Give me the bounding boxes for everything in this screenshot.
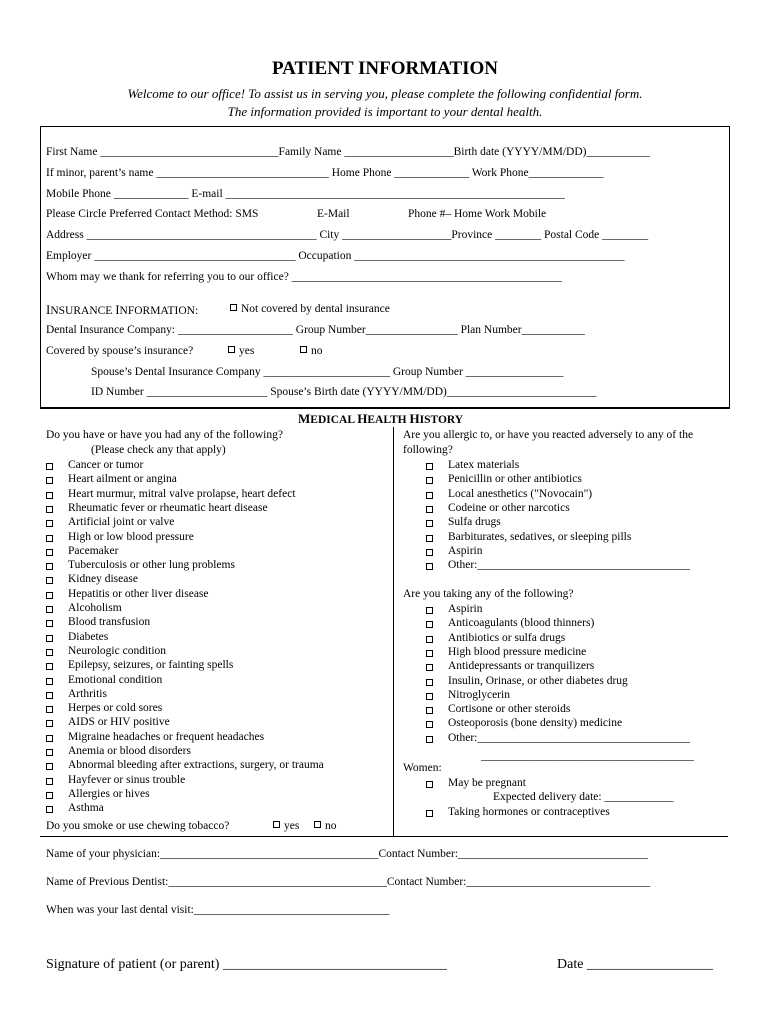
checkbox-icon[interactable] <box>46 706 53 713</box>
condition-label: AIDS or HIV positive <box>68 716 170 729</box>
mobile-email-line[interactable]: Mobile Phone _____________ E-mail ___________________________________________________________ <box>46 188 565 200</box>
column-divider <box>393 427 394 836</box>
condition-label: High or low blood pressure <box>68 530 194 543</box>
checkbox-icon[interactable] <box>46 577 53 584</box>
previous-dentist-line[interactable]: Name of Previous Dentist:______________________________________Contact Number:________________________________ <box>46 876 651 888</box>
checkbox-icon[interactable] <box>426 549 433 556</box>
smoke-no-option[interactable]: no <box>314 820 337 832</box>
medication-label: Antibiotics or sulfa drugs <box>448 631 566 644</box>
patient-name-line[interactable]: First Name _______________________________Family Name ___________________Birth date (YYYY/MM/DD)___________ <box>46 146 650 158</box>
checkbox-icon[interactable] <box>426 563 433 570</box>
checkbox-icon[interactable] <box>46 492 53 499</box>
checkbox-icon[interactable] <box>426 650 433 657</box>
checkbox-icon[interactable] <box>46 663 53 670</box>
condition-label: Arthritis <box>68 687 107 700</box>
allergy-question-line1: Are you allergic to, or have you reacted adversely to any of the <box>403 429 694 441</box>
condition-label: Blood transfusion <box>68 616 151 629</box>
allergy-label: Latex materials <box>448 459 520 471</box>
checkbox-icon[interactable] <box>46 620 53 627</box>
smoke-yes-option[interactable]: yes <box>273 820 299 832</box>
checkbox-icon[interactable] <box>426 621 433 628</box>
checkbox-icon[interactable] <box>46 735 53 742</box>
checkbox-icon[interactable] <box>314 821 321 828</box>
checkbox-icon[interactable] <box>426 664 433 671</box>
allergy-question-line2: following? <box>403 444 453 456</box>
checkbox-icon[interactable] <box>426 535 433 542</box>
employer-line[interactable]: Employer ___________________________________ Occupation _______________________________________________ <box>46 250 625 262</box>
condition-label: Neurologic condition <box>68 644 167 657</box>
spouse-yes-option[interactable]: yes <box>228 345 254 357</box>
spouse-insurance-question: Covered by spouse’s insurance? <box>46 345 194 357</box>
checkbox-icon[interactable] <box>46 678 53 685</box>
medication-label: Cortisone or other steroids <box>448 703 571 716</box>
condition-label: Abnormal bleeding after extractions, surgery, or trauma <box>68 759 324 772</box>
checkbox-icon[interactable] <box>46 749 53 756</box>
section-divider <box>40 836 728 837</box>
last-visit-line[interactable]: When was your last dental visit:__________________________________ <box>46 904 390 916</box>
condition-label: Alcoholism <box>68 602 122 614</box>
checkbox-icon[interactable] <box>426 810 433 817</box>
contact-method-email[interactable]: E-Mail <box>317 208 350 220</box>
medication-label: Anticoagulants (blood thinners) <box>448 617 595 630</box>
condition-label: Kidney disease <box>68 573 138 586</box>
allergy-label: Local anesthetics ("Novocain") <box>448 487 593 500</box>
checkbox-icon[interactable] <box>426 736 433 743</box>
checkbox-icon[interactable] <box>46 692 53 699</box>
spouse-no-option[interactable]: no <box>300 345 323 357</box>
checkbox-icon[interactable] <box>46 520 53 527</box>
condition-label: Rheumatic fever or rheumatic heart disease <box>68 501 268 514</box>
checkbox-icon[interactable] <box>46 763 53 770</box>
spouse-company-line[interactable]: Spouse’s Dental Insurance Company ______________________ Group Number _________________ <box>91 366 564 378</box>
contact-method-label: Please Circle Preferred Contact Method: SMS <box>46 208 259 220</box>
smoke-question: Do you smoke or use chewing tobacco? <box>46 820 230 832</box>
checkbox-icon[interactable] <box>46 549 53 556</box>
allergy-label: Penicillin or other antibiotics <box>448 473 582 486</box>
checkbox-icon[interactable] <box>426 707 433 714</box>
contact-method-phone[interactable]: Phone #– Home Work Mobile <box>408 208 547 220</box>
condition-label: Tuberculosis or other lung problems <box>68 559 235 572</box>
checkbox-icon[interactable] <box>46 649 53 656</box>
checkbox-icon[interactable] <box>46 635 53 642</box>
insurance-heading: INSURANCE INFORMATION: <box>46 302 199 317</box>
condition-label: Asthma <box>68 802 104 815</box>
medication-label: Insulin, Orinase, or other diabetes drug <box>448 674 628 687</box>
condition-label: Artificial joint or valve <box>68 516 175 529</box>
medication-label: High blood pressure medicine <box>448 645 587 658</box>
condition-label: Epilepsy, seizures, or fainting spells <box>68 659 234 672</box>
conditions-instruction: (Please check any that apply) <box>91 444 226 456</box>
checkbox-icon[interactable] <box>426 781 433 788</box>
date-line[interactable]: Date __________________ <box>557 957 713 972</box>
parent-phone-line[interactable]: If minor, parent’s name ______________________________ Home Phone _____________ Work Phone_____________ <box>46 167 604 179</box>
medication-label: Antidepressants or tranquilizers <box>448 660 595 673</box>
not-covered-option[interactable]: Not covered by dental insurance <box>230 303 390 315</box>
checkbox-icon[interactable] <box>46 606 53 613</box>
medication-label: Osteoporosis (bone density) medicine <box>448 717 623 730</box>
checkbox-icon[interactable] <box>46 563 53 570</box>
condition-label: Diabetes <box>68 630 109 643</box>
condition-label: Migraine headaches or frequent headaches <box>68 730 265 743</box>
checkbox-icon[interactable] <box>426 721 433 728</box>
condition-label: Heart ailment or angina <box>68 473 177 486</box>
referral-line[interactable]: Whom may we thank for referring you to our office? _______________________________________________ <box>46 271 562 283</box>
checkbox-icon[interactable] <box>426 463 433 470</box>
medication-label: Aspirin <box>448 603 483 615</box>
checkbox-icon[interactable] <box>46 463 53 470</box>
women-label: Women: <box>403 762 442 774</box>
address-line[interactable]: Address ________________________________________ City ___________________Province ________ Postal Code ________ <box>46 229 649 241</box>
checkbox-icon[interactable] <box>426 477 433 484</box>
checkbox-icon[interactable] <box>426 693 433 700</box>
checkbox-icon[interactable] <box>426 679 433 686</box>
allergy-label: Codeine or other narcotics <box>448 501 570 514</box>
condition-label: Hayfever or sinus trouble <box>68 773 186 786</box>
delivery-date-line[interactable]: Expected delivery date: ____________ <box>493 791 674 803</box>
checkbox-icon[interactable] <box>426 520 433 527</box>
checkbox-icon[interactable] <box>273 821 280 828</box>
medical-history-heading: MEDICAL HEALTH HISTORY <box>298 411 464 426</box>
checkbox-icon[interactable] <box>46 792 53 799</box>
allergy-label: Aspirin <box>448 544 483 557</box>
allergy-label: Sulfa drugs <box>448 516 501 529</box>
medication-label: Nitroglycerin <box>448 688 510 701</box>
checkbox-icon[interactable] <box>46 506 53 513</box>
id-number-line[interactable]: ID Number _____________________ Spouse’s Birth date (YYYY/MM/DD)__________________________ <box>91 386 597 398</box>
checkbox-icon[interactable] <box>46 720 53 727</box>
checkbox-icon[interactable] <box>46 477 53 484</box>
condition-label: Herpes or cold sores <box>68 702 163 715</box>
checkbox-icon[interactable] <box>426 636 433 643</box>
signature-line[interactable]: Signature of patient (or parent) ________________________________ <box>46 957 447 972</box>
checkbox-icon[interactable] <box>426 492 433 499</box>
allergy-label: Other:_____________________________________ <box>448 559 691 572</box>
checkbox-icon[interactable] <box>46 778 53 785</box>
checkbox-icon[interactable] <box>426 506 433 513</box>
checkbox-icon[interactable] <box>46 535 53 542</box>
checkbox-icon[interactable] <box>46 592 53 599</box>
condition-label: Allergies or hives <box>68 787 150 800</box>
condition-label: Pacemaker <box>68 544 119 557</box>
medications-other-line2[interactable]: _____________________________________ <box>481 750 694 762</box>
checkbox-icon[interactable] <box>426 607 433 614</box>
condition-label: Heart murmur, mitral valve prolapse, heart defect <box>68 487 296 500</box>
condition-label: Emotional condition <box>68 673 163 686</box>
page-title: PATIENT INFORMATION <box>271 58 499 79</box>
physician-line[interactable]: Name of your physician:______________________________________Contact Number:_________________________________ <box>46 848 648 860</box>
allergy-label: Barbiturates, sedatives, or sleeping pills <box>448 530 632 543</box>
checkbox-icon[interactable] <box>228 346 235 353</box>
insurance-company-line[interactable]: Dental Insurance Company: ____________________ Group Number________________ Plan Number___________ <box>46 324 585 336</box>
intro-line-2: The information provided is important to your dental health. <box>227 104 543 119</box>
medication-label: Other:_____________________________________ <box>448 731 691 744</box>
condition-label: Hepatitis or other liver disease <box>68 587 209 600</box>
condition-label: Anemia or blood disorders <box>68 745 191 757</box>
medications-question: Are you taking any of the following? <box>403 588 574 600</box>
condition-label: Cancer or tumor <box>68 459 144 471</box>
intro-line-1: Welcome to our office! To assist us in serving you, please complete the following confidential form. <box>127 86 643 101</box>
checkbox-icon[interactable] <box>230 304 237 311</box>
checkbox-icon[interactable] <box>300 346 307 353</box>
conditions-question: Do you have or have you had any of the following? <box>46 429 283 441</box>
checkbox-icon[interactable] <box>46 806 53 813</box>
